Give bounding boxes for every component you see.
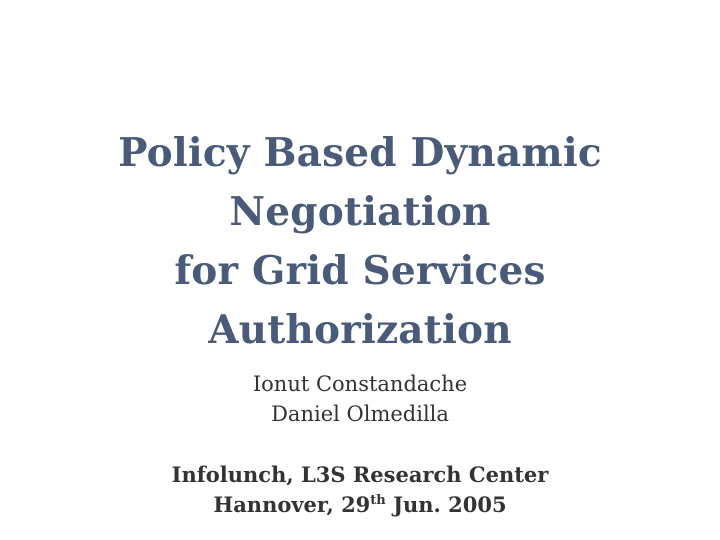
author-name: Daniel Olmedilla bbox=[271, 402, 449, 426]
title-line: Authorization bbox=[208, 307, 512, 353]
author-name: Ionut Constandache bbox=[252, 372, 468, 396]
event-date-superscript: th bbox=[370, 493, 386, 508]
title-line: for Grid Services bbox=[174, 248, 546, 294]
slide-title bbox=[60, 124, 660, 360]
event-date-suffix: Jun. 2005 bbox=[385, 492, 507, 517]
event-info bbox=[110, 460, 610, 520]
author-list bbox=[160, 369, 560, 429]
title-line: Policy Based Dynamic bbox=[118, 130, 602, 176]
event-date-prefix: Hannover, 29 bbox=[213, 492, 371, 517]
title-line: Negotiation bbox=[229, 189, 491, 235]
event-venue: Infolunch, L3S Research Center bbox=[171, 462, 549, 487]
event-date bbox=[110, 490, 610, 520]
